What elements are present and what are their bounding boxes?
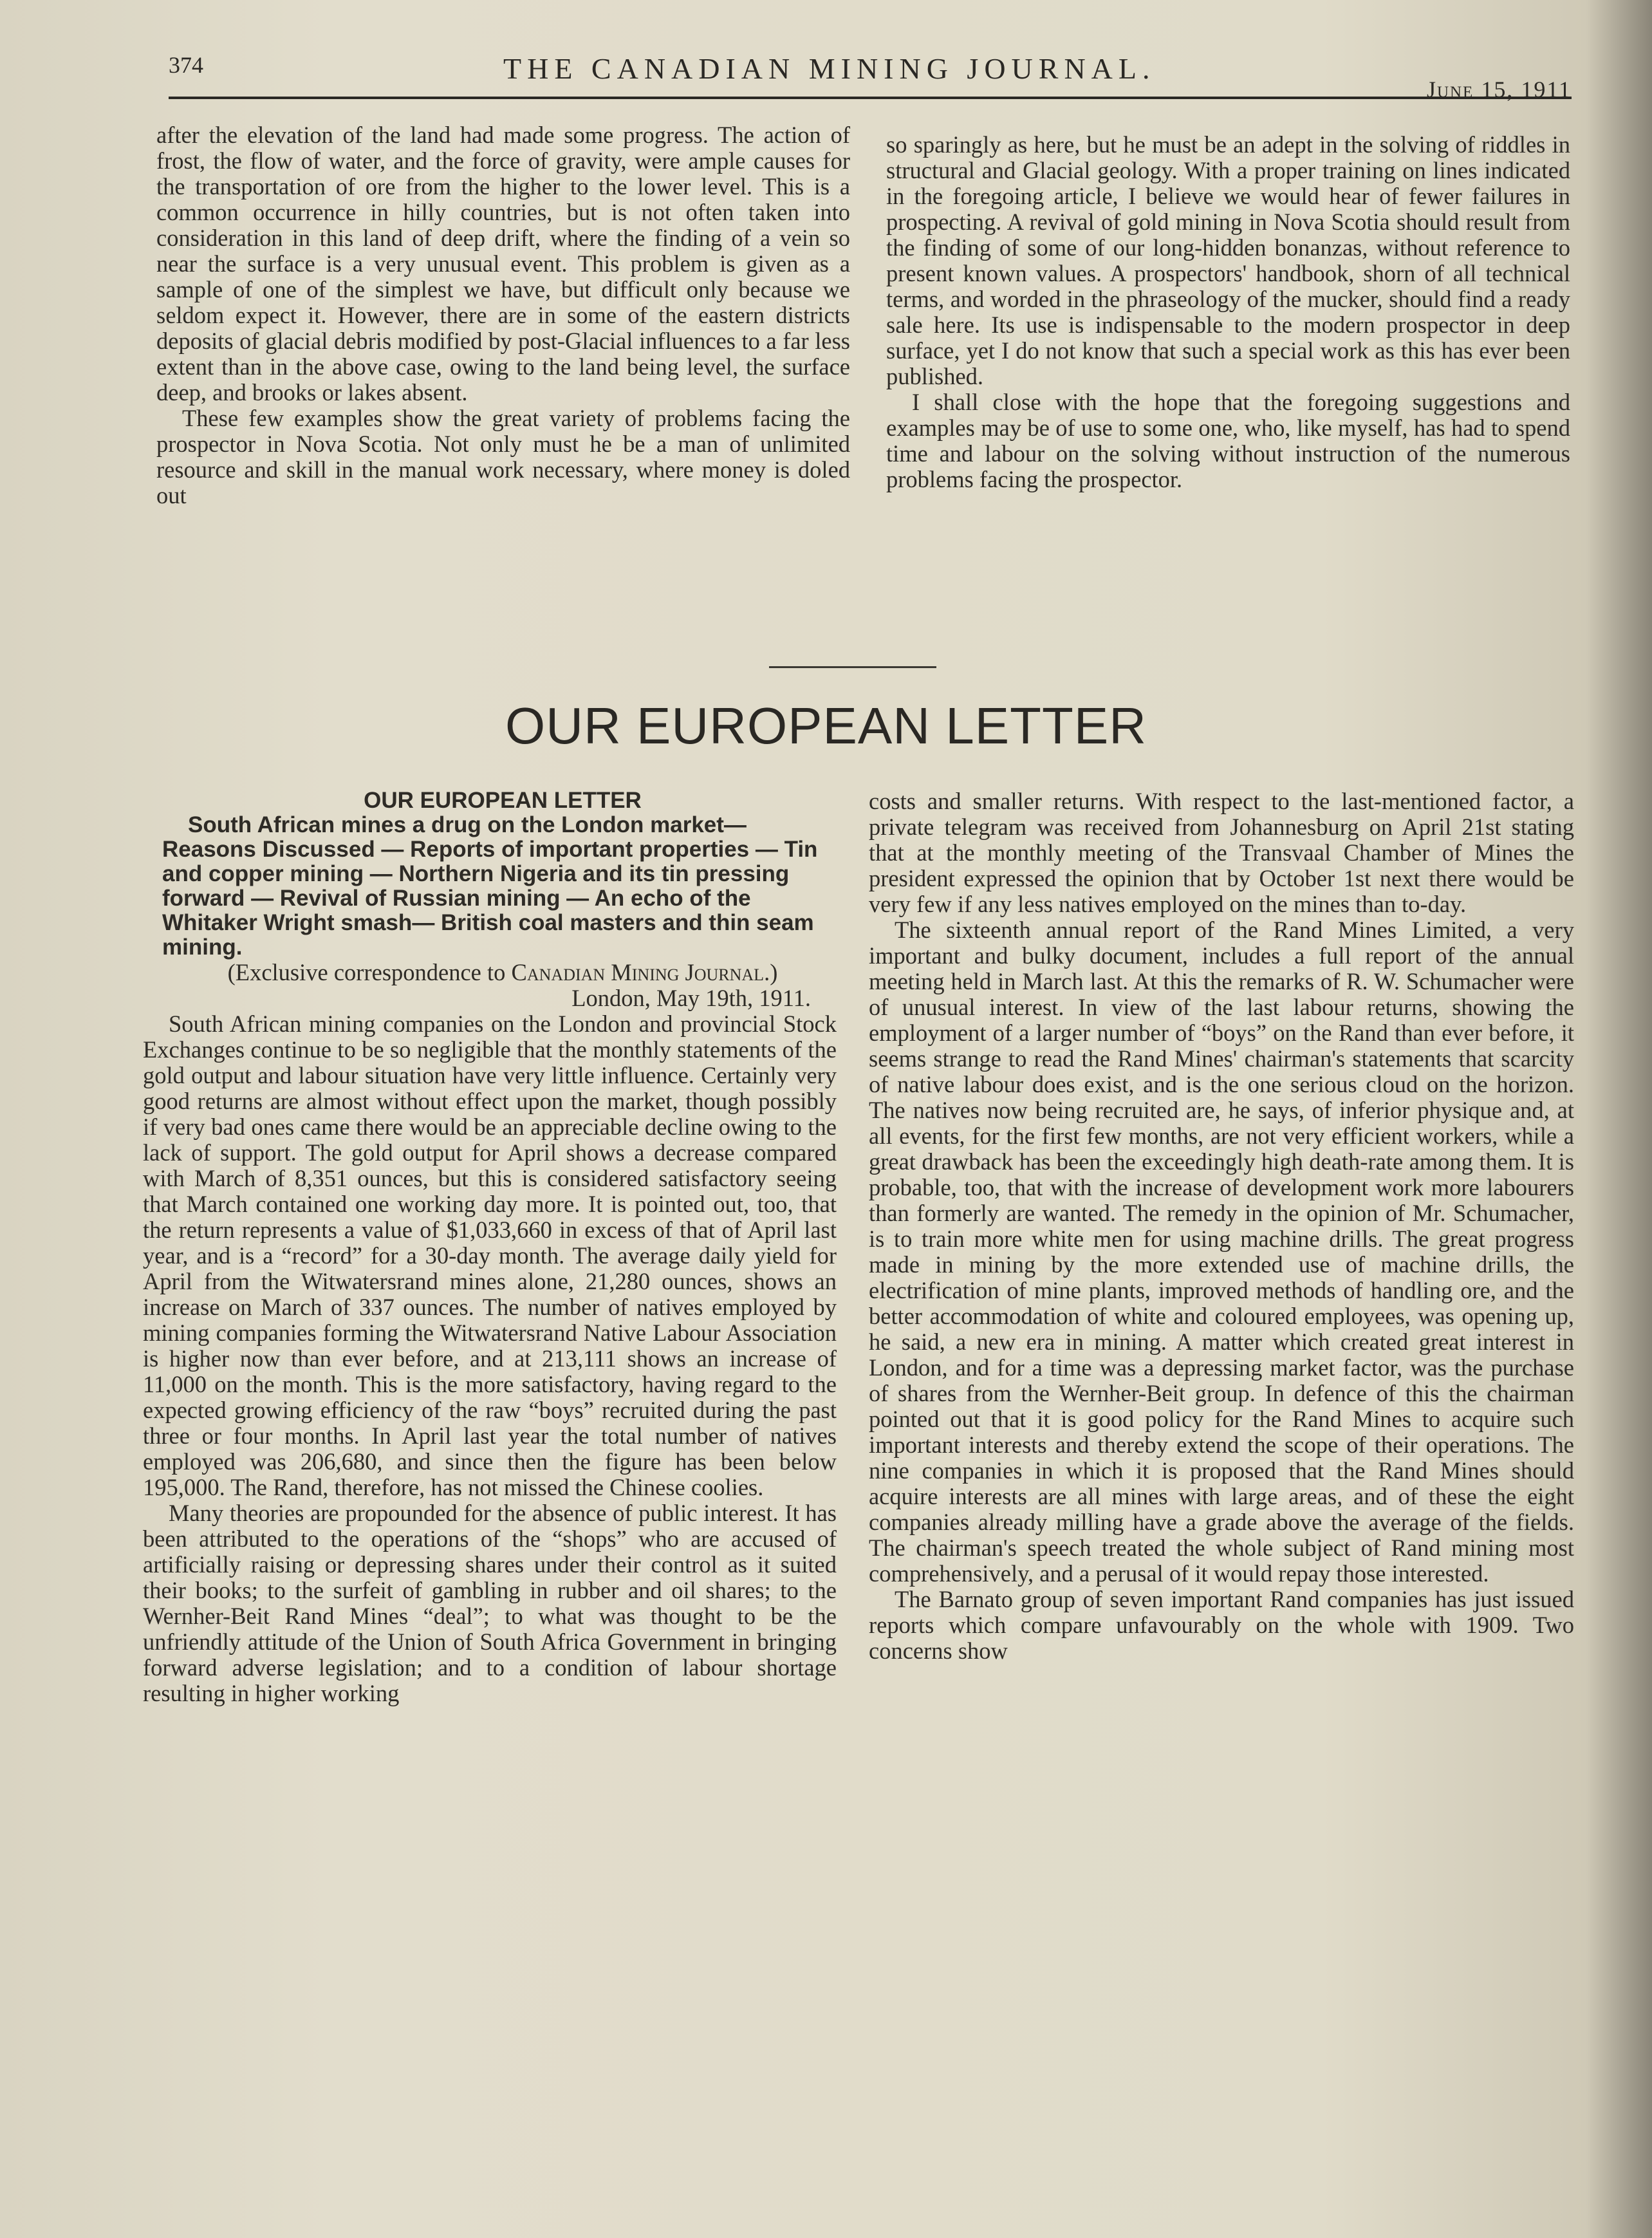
issue-date: June 15, 1911 xyxy=(1426,77,1572,102)
paragraph: South African mining companies on the London and provincial Stock Exchanges continue to be so negligible that the monthly statements of the gold output and labour situation have very little influence. Certainly very good returns are almost without effect upon the market, though possibly if very bad ones came there would be an appreciable decline owing to the lack of support. The gold output for April shows a decrease compared with March of 8,351 ounces, but this is considered satisfactory seeing that March contained one working day more. It is pointed out, too, that the return represents a value of $1,033,660 in excess of that of April last year, and is a “record” for a 30-day month. The average daily yield for April from the Witwatersrand mines alone, 21,280 ounces, shows an increase on March of 337 ounces. The number of natives employed by mining companies forming the Witwatersrand Native Labour Association is higher now than ever before, and at 213,111 shows an increase of 11,000 on the month. This is the more satisfactory, having regard to the expected growing efficiency of the raw “boys” recruited during the past three or four months. In April last year the total number of natives employed was 206,680, and since then the figure has been below 195,000. The Rand, therefore, has not missed the Chinese coolies. xyxy=(143,1011,837,1500)
dateline: London, May 19th, 1911. xyxy=(571,985,811,1011)
article-column-right xyxy=(869,788,1574,1664)
journal-title: THE CANADIAN MINING JOURNAL. xyxy=(503,52,1156,85)
paragraph: Many theories are propounded for the absence of public interest. It has been attributed to the operations of the “shops” who are accused of artificially raising or depressing shares under their control as it suited their books; to the surfeit of gambling in rubber and oil shares; to the Wernher-Beit Rand Mines “deal”; to what was thought to be the unfriendly attitude of the Union of South Africa Government in bringing forward adverse legislation; and to a condition of labour shortage resulting in higher working xyxy=(143,1500,837,1706)
header-rule xyxy=(169,97,1572,99)
paragraph: so sparingly as here, but he must be an adept in the solving of riddles in structural and Glacial geology. With a proper training on lines indicated in the foregoing article, I believe we would hear of fewer failures in prospecting. A revival of gold mining in Nova Scotia should result from the finding of some of our long-hidden bonanzas, without reference to present known values. A prospectors' handbook, shorn of all technical terms, and worded in the phraseology of the mucker, should find a ready sale here. Its use is indispensable to the modern prospector in deep surface, yet I do not know that such a special work as this has ever been published. xyxy=(886,131,1570,389)
paragraph: costs and smaller returns. With respect to the last-mentioned factor, a private telegram was received from Johannesburg on April 21st stating that at the monthly meeting of the Transvaal Chamber of Mines the president expressed the opinion that by October 1st next there would be very few if any less natives employed on the mines than to-day. xyxy=(869,788,1574,917)
paragraph: These few examples show the great variety of problems facing the prospector in Nova Scotia. Not only must he be a man of unlimited resource and skill in the manual work necessary, where money is doled out xyxy=(156,405,850,508)
exclusive-name: Canadian Mining Journal xyxy=(511,959,765,985)
paragraph: The Barnato group of seven important Rand companies has just issued reports which compare unfavourably on the whole with 1909. Two concerns show xyxy=(869,1586,1574,1664)
article-headline: OUR EUROPEAN LETTER xyxy=(364,788,642,813)
continued-column-left xyxy=(156,122,850,508)
section-divider xyxy=(769,666,936,668)
article-summary: South African mines a drug on the London market— Reasons Discussed — Reports of important properties — Tin and copper mining — Northern Nigeria and its tin pressing forward — Revival of Russian mining — An echo of the Whitaker Wright smash— British coal masters and thin seam mining. xyxy=(162,812,818,960)
exclusive-note xyxy=(143,960,837,985)
paragraph: I shall close with the hope that the foregoing suggestions and examples may be of use to some one, who, like myself, has had to spend time and labour on the solving without instruction of the numerous problems facing the prospector. xyxy=(886,389,1570,492)
exclusive-suffix: .) xyxy=(764,959,778,985)
page-number: 374 xyxy=(169,52,203,78)
paragraph: The sixteenth annual report of the Rand Mines Limited, a very important and bulky document, includes a full report of the annual meeting held in March last. At this the remarks of R. W. Schumacher were of unusual interest. In view of the last labour returns, showing the employment of a larger number of “boys” on the Rand than ever before, it seems strange to read the Rand Mines' chairman's statements that scarcity of native labour does exist, and is the one serious cloud on the horizon. The natives now being recruited are, he says, of inferior physique and, at all events, for the first few months, are not very efficient workers, while a great drawback has been the exceedingly high death-rate among them. It is probable, too, that with the increase of development work more labourers than formerly are wanted. The remedy in the opinion of Mr. Schumacher, is to train more white men for using machine drills. The great progress made in mining by the more extended use of machine drills, the electrification of mine plants, improved methods of handling ore, and the better accommodation of white and coloured employees, was opening up, he said, a new era in mining. A matter which created great interest in London, and for a time was a depressing market factor, was the purchase of shares from the Wernher-Beit group. In defence of this the chairman pointed out that it is good policy for the Rand Mines to acquire such important interests and thereby extend the scope of their operations. The nine companies in which it is proposed that the Rand Mines should acquire interests are all mines with large areas, and of these the eight companies already milling have a grade above the average of the fields. The chairman's speech treated the whole subject of Rand mining most comprehensively, and a perusal of it would repay those interested. xyxy=(869,917,1574,1587)
continued-column-right xyxy=(886,132,1570,492)
running-header xyxy=(169,51,1572,103)
exclusive-prefix: (Exclusive correspondence to xyxy=(227,959,512,985)
section-title: OUR EUROPEAN LETTER xyxy=(505,697,1147,754)
article-column-left xyxy=(143,788,837,1706)
paragraph: after the elevation of the land had made some progress. The action of frost, the flow of water, and the force of gravity, were ample causes for the transportation of ore from the higher to the lower level. This is a common occurrence in hilly countries, but is not often taken into consideration in this land of deep drift, where the finding of a vein so near the surface is a very unusual event. This problem is given as a sample of one of the simplest we have, but difficult only because we seldom expect it. However, there are in some of the eastern districts deposits of glacial debris modified by post-Glacial influences to a far less extent than in the above case, owing to the land being level, the surface deep, and brooks or lakes absent. xyxy=(156,122,850,406)
